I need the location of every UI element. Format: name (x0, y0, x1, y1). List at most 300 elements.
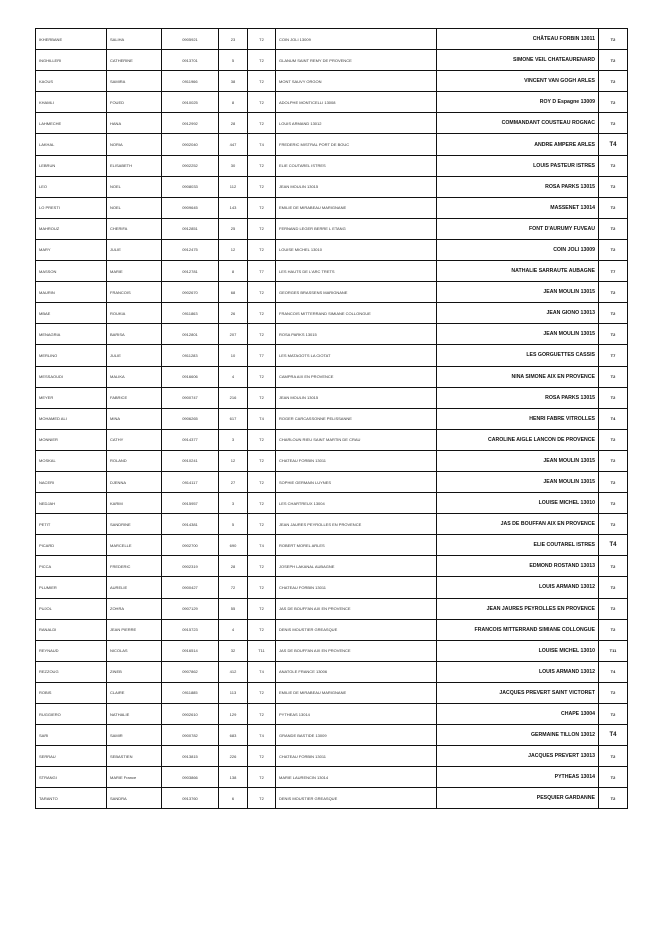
cell-id-number: 0914377 (162, 429, 219, 450)
cell-destination-category: T11 (599, 640, 628, 661)
cell-destination-category: T2 (599, 239, 628, 260)
cell-destination-school: CHÂTEAU FORBIN 13011 (437, 29, 599, 50)
table-row (36, 704, 628, 725)
cell-points: 10 (219, 345, 248, 366)
cell-destination-category: T2 (599, 619, 628, 640)
cell-destination-school: FRANCOIS MITTERRAND SIMIANE COLLONGUE (437, 619, 599, 640)
cell-id-number: 0912781 (162, 261, 219, 282)
cell-origin-school: EMILIE DE MIRABEAU MARIGNANE (276, 682, 437, 703)
cell-last-name: SARI (36, 725, 107, 746)
cell-points: 28 (219, 556, 248, 577)
cell-destination-school: FONT D'AURUMY FUVEAU (437, 218, 599, 239)
cell-id-number: 0912851 (162, 218, 219, 239)
cell-destination-category: T2 (599, 92, 628, 113)
table-row (36, 366, 628, 387)
cell-destination-school: LOUISE MICHEL 13010 (437, 493, 599, 514)
cell-first-name: JULIE (107, 345, 162, 366)
table-row (36, 493, 628, 514)
cell-last-name: PICCA (36, 556, 107, 577)
cell-destination-category: T2 (599, 113, 628, 134)
cell-points: 5 (219, 514, 248, 535)
cell-destination-school: HENRI FABRE VITROLLES (437, 408, 599, 429)
cell-first-name: FRANCOIS (107, 282, 162, 303)
cell-destination-category: T4 (599, 134, 628, 155)
table-row (36, 429, 628, 450)
cell-last-name: LEBRUN (36, 155, 107, 176)
cell-first-name: SAMIRA (107, 71, 162, 92)
cell-first-name: KARIM (107, 493, 162, 514)
cell-points: 55 (219, 598, 248, 619)
cell-id-number: 0914381 (162, 514, 219, 535)
cell-destination-category: T7 (599, 345, 628, 366)
cell-id-number: 0903866 (162, 767, 219, 788)
cell-id-number: 0908033 (162, 176, 219, 197)
table-row (36, 408, 628, 429)
cell-points: 3 (219, 493, 248, 514)
cell-last-name: STRANGI (36, 767, 107, 788)
cell-destination-school: LES GORGUETTES CASSIS (437, 345, 599, 366)
cell-id-number: 0900427 (162, 577, 219, 598)
cell-first-name: MINA (107, 408, 162, 429)
cell-points: 138 (219, 767, 248, 788)
cell-first-name: FOUED (107, 92, 162, 113)
cell-origin-school: LES CHARTREUX 13004 (276, 493, 437, 514)
cell-origin-school: CHATEAU FORBIN 13011 (276, 577, 437, 598)
cell-last-name: NACERI (36, 471, 107, 492)
cell-id-number: 0911283 (162, 345, 219, 366)
cell-destination-school: LOUIS PASTEUR ISTRES (437, 155, 599, 176)
cell-last-name: PUJOL (36, 598, 107, 619)
cell-destination-school: ANDRE AMPERE ARLES (437, 134, 599, 155)
cell-category: T2 (248, 387, 276, 408)
table-row (36, 71, 628, 92)
cell-category: T2 (248, 746, 276, 767)
cell-last-name: LAKHAL (36, 134, 107, 155)
cell-destination-school: LOUIS ARMAND 13012 (437, 577, 599, 598)
cell-destination-category: T2 (599, 197, 628, 218)
cell-id-number: 0912992 (162, 113, 219, 134)
cell-points: 216 (219, 387, 248, 408)
cell-first-name: ELISABETH (107, 155, 162, 176)
cell-destination-category: T2 (599, 387, 628, 408)
cell-origin-school: LOUIS ARMAND 13012 (276, 113, 437, 134)
cell-destination-school: JEAN GIONO 13013 (437, 303, 599, 324)
cell-points: 143 (219, 197, 248, 218)
cell-destination-category: T2 (599, 218, 628, 239)
cell-first-name: MARIE (107, 261, 162, 282)
cell-category: T2 (248, 239, 276, 260)
cell-points: 12 (219, 450, 248, 471)
cell-points: 683 (219, 725, 248, 746)
cell-first-name: CLAIRE (107, 682, 162, 703)
cell-destination-school: JEAN MOULIN 13015 (437, 282, 599, 303)
cell-destination-school: COIN JOLI 13009 (437, 239, 599, 260)
cell-first-name: NATHALIE (107, 704, 162, 725)
cell-points: 68 (219, 282, 248, 303)
cell-category: T2 (248, 303, 276, 324)
cell-category: T2 (248, 556, 276, 577)
cell-first-name: CATHY (107, 429, 162, 450)
cell-last-name: MESSAOUDI (36, 366, 107, 387)
cell-last-name: NEDJAH (36, 493, 107, 514)
cell-first-name: MARIE France (107, 767, 162, 788)
table-row (36, 535, 628, 556)
cell-points: 4 (219, 366, 248, 387)
cell-points: 72 (219, 577, 248, 598)
cell-points: 690 (219, 535, 248, 556)
cell-id-number: 0912475 (162, 239, 219, 260)
cell-category: T2 (248, 598, 276, 619)
cell-category: T11 (248, 640, 276, 661)
cell-first-name: SAMIR (107, 725, 162, 746)
cell-destination-school: JACQUES PREVERT SAINT VICTORET (437, 682, 599, 703)
table-row (36, 556, 628, 577)
cell-category: T2 (248, 788, 276, 809)
cell-origin-school: EMILIE DE MIRABEAU MARIGNANE (276, 197, 437, 218)
cell-points: 38 (219, 71, 248, 92)
cell-category: T4 (248, 661, 276, 682)
cell-origin-school: ELIE COUTAREL ISTRES (276, 155, 437, 176)
table-row (36, 92, 628, 113)
cell-origin-school: CHARLOUN RIEU SAINT MARTIN DE CRAU (276, 429, 437, 450)
cell-category: T2 (248, 113, 276, 134)
cell-first-name: FABRICE (107, 387, 162, 408)
table-row (36, 598, 628, 619)
cell-destination-category: T4 (599, 535, 628, 556)
cell-destination-school: CAROLINE AIGLE LANCON DE PROVENCE (437, 429, 599, 450)
cell-destination-category: T2 (599, 155, 628, 176)
cell-origin-school: COIN JOLI 13009 (276, 29, 437, 50)
cell-id-number: 0902319 (162, 556, 219, 577)
cell-id-number: 0900782 (162, 725, 219, 746)
table-row (36, 218, 628, 239)
table-row (36, 788, 628, 809)
cell-destination-school: ROY D Espagne 13009 (437, 92, 599, 113)
cell-destination-school: COMMANDANT COUSTEAU ROGNAC (437, 113, 599, 134)
cell-origin-school: FERNAND LEGER BERRE L ETANG (276, 218, 437, 239)
cell-category: T2 (248, 92, 276, 113)
cell-last-name: MAHROUZ (36, 218, 107, 239)
cell-first-name: NICOLAS (107, 640, 162, 661)
table-row (36, 577, 628, 598)
cell-destination-school: ELIE COUTAREL ISTRES (437, 535, 599, 556)
cell-category: T7 (248, 261, 276, 282)
cell-points: 5 (219, 50, 248, 71)
cell-destination-school: SIMONE VEIL CHATEAURENARD (437, 50, 599, 71)
cell-category: T2 (248, 155, 276, 176)
cell-destination-school: EDMOND ROSTAND 13013 (437, 556, 599, 577)
cell-last-name: MENAGRIA (36, 324, 107, 345)
cell-origin-school: FREDERIC MISTRAL PORT DE BOUC (276, 134, 437, 155)
cell-origin-school: LES HAUTS DE L'ARC TRETS (276, 261, 437, 282)
cell-category: T2 (248, 324, 276, 345)
cell-origin-school: GRANDE BASTIDE 13009 (276, 725, 437, 746)
cell-id-number: 0913815 (162, 746, 219, 767)
cell-last-name: MASSON (36, 261, 107, 282)
table-row (36, 450, 628, 471)
cell-id-number: 0909645 (162, 197, 219, 218)
cell-destination-category: T2 (599, 450, 628, 471)
cell-last-name: RUGGIERO (36, 704, 107, 725)
cell-id-number: 0902610 (162, 704, 219, 725)
cell-destination-school: JACQUES PREVERT 13013 (437, 746, 599, 767)
cell-last-name: SERRAU (36, 746, 107, 767)
cell-points: 447 (219, 134, 248, 155)
cell-id-number: 0916514 (162, 640, 219, 661)
cell-destination-category: T7 (599, 261, 628, 282)
cell-origin-school: DENIS MOUSTIER GREASQUE (276, 788, 437, 809)
cell-destination-category: T2 (599, 598, 628, 619)
assignment-table (35, 28, 628, 809)
cell-destination-category: T2 (599, 324, 628, 345)
cell-destination-category: T4 (599, 661, 628, 682)
cell-category: T2 (248, 493, 276, 514)
cell-points: 129 (219, 704, 248, 725)
table-row (36, 29, 628, 50)
cell-origin-school: MONT SAUVY ORGON (276, 71, 437, 92)
cell-id-number: 0902252 (162, 155, 219, 176)
cell-last-name: MEYER (36, 387, 107, 408)
cell-origin-school: ANATOLE FRANCE 13006 (276, 661, 437, 682)
cell-points: 25 (219, 218, 248, 239)
cell-category: T4 (248, 535, 276, 556)
table-row (36, 640, 628, 661)
cell-first-name: SALIHA (107, 29, 162, 50)
cell-last-name: TARANTO (36, 788, 107, 809)
table-row (36, 767, 628, 788)
cell-category: T2 (248, 366, 276, 387)
cell-destination-category: T2 (599, 471, 628, 492)
cell-origin-school: GEORGES BRASSENS MARIGNANE (276, 282, 437, 303)
cell-points: 12 (219, 239, 248, 260)
cell-points: 113 (219, 682, 248, 703)
cell-id-number: 0902700 (162, 535, 219, 556)
cell-id-number: 0900747 (162, 387, 219, 408)
cell-id-number: 0916606 (162, 366, 219, 387)
cell-destination-category: T2 (599, 788, 628, 809)
cell-id-number: 0913760 (162, 788, 219, 809)
cell-last-name: IKHERBANE (36, 29, 107, 50)
cell-destination-school: VINCENT VAN GOGH ARLES (437, 71, 599, 92)
cell-first-name: SANDRINE (107, 514, 162, 535)
cell-category: T4 (248, 725, 276, 746)
cell-category: T2 (248, 577, 276, 598)
table-row (36, 619, 628, 640)
cell-last-name: ROBIS (36, 682, 107, 703)
table-row (36, 261, 628, 282)
cell-origin-school: ROSA PARKS 13015 (276, 324, 437, 345)
cell-destination-school: NINA SIMONE AIX EN PROVENCE (437, 366, 599, 387)
cell-destination-school: JEAN JAURES PEYROLLES EN PROVENCE (437, 598, 599, 619)
cell-origin-school: GLANUM SAINT REMY DE PROVENCE (276, 50, 437, 71)
cell-points: 28 (219, 113, 248, 134)
cell-last-name: REYNAUD (36, 640, 107, 661)
table-row (36, 387, 628, 408)
cell-last-name: PICARD (36, 535, 107, 556)
cell-points: 112 (219, 176, 248, 197)
cell-id-number: 0912801 (162, 324, 219, 345)
cell-origin-school: ROBERT MOREL ARLES (276, 535, 437, 556)
cell-last-name: MARY (36, 239, 107, 260)
cell-destination-category: T2 (599, 746, 628, 767)
cell-points: 26 (219, 303, 248, 324)
cell-points: 3 (219, 429, 248, 450)
cell-first-name: MARCELLE (107, 535, 162, 556)
cell-destination-school: MASSENET 13014 (437, 197, 599, 218)
cell-destination-category: T2 (599, 29, 628, 50)
cell-first-name: JEAN PIERRE (107, 619, 162, 640)
cell-destination-category: T2 (599, 577, 628, 598)
table-row (36, 303, 628, 324)
cell-id-number: 0913701 (162, 50, 219, 71)
cell-destination-school: PYTHEAS 13014 (437, 767, 599, 788)
cell-destination-school: ROSA PARKS 13015 (437, 176, 599, 197)
cell-last-name: PETIT (36, 514, 107, 535)
cell-last-name: MOHAMED ALI (36, 408, 107, 429)
table-row (36, 113, 628, 134)
cell-destination-category: T2 (599, 366, 628, 387)
table-row (36, 471, 628, 492)
table-row (36, 746, 628, 767)
cell-destination-category: T2 (599, 50, 628, 71)
cell-points: 30 (219, 155, 248, 176)
cell-category: T2 (248, 50, 276, 71)
cell-first-name: DJENNA (107, 471, 162, 492)
cell-category: T2 (248, 471, 276, 492)
cell-origin-school: FRANCOIS MITTERRAND SIMIANE COLLONGUE (276, 303, 437, 324)
cell-origin-school: JOSEPH LAKANAL AUBAGNE (276, 556, 437, 577)
cell-origin-school: JAS DE BOUFFAN AIX EN PROVENCE (276, 640, 437, 661)
cell-id-number: 0906265 (162, 408, 219, 429)
cell-category: T2 (248, 429, 276, 450)
cell-destination-school: JEAN MOULIN 13015 (437, 471, 599, 492)
cell-id-number: 0914117 (162, 471, 219, 492)
cell-points: 6 (219, 788, 248, 809)
cell-destination-category: T2 (599, 176, 628, 197)
cell-first-name: NOEL (107, 176, 162, 197)
cell-destination-category: T2 (599, 429, 628, 450)
cell-destination-school: PESQUIER GARDANNE (437, 788, 599, 809)
cell-destination-school: CHAPE 13004 (437, 704, 599, 725)
cell-origin-school: CHATEAU FORBIN 13011 (276, 746, 437, 767)
cell-first-name: ROLAND (107, 450, 162, 471)
cell-category: T2 (248, 176, 276, 197)
cell-first-name: NOEL (107, 197, 162, 218)
table-row (36, 282, 628, 303)
cell-id-number: 0911966 (162, 71, 219, 92)
cell-destination-category: T4 (599, 408, 628, 429)
cell-destination-school: JAS DE BOUFFAN AIX EN PROVENCE (437, 514, 599, 535)
cell-last-name: RANALDI (36, 619, 107, 640)
cell-first-name: FREDERIC (107, 556, 162, 577)
cell-first-name: MALIKA (107, 366, 162, 387)
cell-last-name: LAHMECHE (36, 113, 107, 134)
cell-first-name: AURELIE (107, 577, 162, 598)
cell-id-number: 0910025 (162, 92, 219, 113)
table-row (36, 50, 628, 71)
cell-category: T2 (248, 704, 276, 725)
cell-points: 4 (219, 619, 248, 640)
cell-origin-school: JEAN MOULIN 13015 (276, 176, 437, 197)
cell-last-name: MAURIN (36, 282, 107, 303)
cell-category: T2 (248, 682, 276, 703)
cell-origin-school: ROGER CARCASSONNE PELISSANNE (276, 408, 437, 429)
cell-id-number: 0915723 (162, 619, 219, 640)
table-row (36, 155, 628, 176)
cell-points: 617 (219, 408, 248, 429)
cell-category: T4 (248, 134, 276, 155)
cell-destination-category: T2 (599, 493, 628, 514)
cell-origin-school: SOPHIE GERMAIN LUYNES (276, 471, 437, 492)
cell-id-number: 0911885 (162, 682, 219, 703)
table-row (36, 514, 628, 535)
cell-points: 8 (219, 261, 248, 282)
table-row (36, 345, 628, 366)
cell-origin-school: ADOLPHE MONTICELLI 13008 (276, 92, 437, 113)
cell-points: 23 (219, 29, 248, 50)
cell-category: T4 (248, 408, 276, 429)
cell-destination-school: ROSA PARKS 13015 (437, 387, 599, 408)
cell-destination-category: T2 (599, 556, 628, 577)
cell-first-name: ROUKIA (107, 303, 162, 324)
cell-origin-school: DENIS MOUSTIER GREASQUE (276, 619, 437, 640)
cell-points: 412 (219, 661, 248, 682)
cell-category: T2 (248, 282, 276, 303)
cell-first-name: ZOHRA (107, 598, 162, 619)
cell-destination-category: T2 (599, 303, 628, 324)
table-row (36, 324, 628, 345)
cell-destination-category: T2 (599, 282, 628, 303)
table-row (36, 725, 628, 746)
table-row (36, 239, 628, 260)
cell-points: 226 (219, 746, 248, 767)
cell-origin-school: PYTHEAS 13014 (276, 704, 437, 725)
table-row (36, 176, 628, 197)
cell-first-name: JULIE (107, 239, 162, 260)
table-body (36, 29, 628, 809)
cell-points: 8 (219, 92, 248, 113)
cell-first-name: HANA (107, 113, 162, 134)
cell-origin-school: LOUISE MICHEL 13010 (276, 239, 437, 260)
cell-category: T2 (248, 767, 276, 788)
cell-destination-category: T2 (599, 704, 628, 725)
cell-category: T2 (248, 218, 276, 239)
cell-category: T7 (248, 345, 276, 366)
cell-id-number: 0905921 (162, 29, 219, 50)
cell-id-number: 0911863 (162, 303, 219, 324)
cell-destination-school: NATHALIE SARRAUTE AUBAGNE (437, 261, 599, 282)
cell-origin-school: JEAN JAURES PEYROLLES EN PROVENCE (276, 514, 437, 535)
cell-destination-category: T2 (599, 71, 628, 92)
cell-last-name: LEO (36, 176, 107, 197)
cell-category: T2 (248, 71, 276, 92)
table-row (36, 661, 628, 682)
cell-first-name: CATHERINE (107, 50, 162, 71)
cell-last-name: MERLINO (36, 345, 107, 366)
cell-last-name: INGHILLERI (36, 50, 107, 71)
cell-id-number: 0907129 (162, 598, 219, 619)
cell-last-name: KAOUS (36, 71, 107, 92)
cell-last-name: REZZOUG (36, 661, 107, 682)
cell-destination-category: T2 (599, 682, 628, 703)
cell-id-number: 0910241 (162, 450, 219, 471)
cell-destination-school: GERMAINE TILLON 13012 (437, 725, 599, 746)
cell-last-name: MOSKAL (36, 450, 107, 471)
cell-first-name: CHERIFA (107, 218, 162, 239)
cell-id-number: 0902670 (162, 282, 219, 303)
cell-last-name: MBAE (36, 303, 107, 324)
cell-category: T2 (248, 514, 276, 535)
